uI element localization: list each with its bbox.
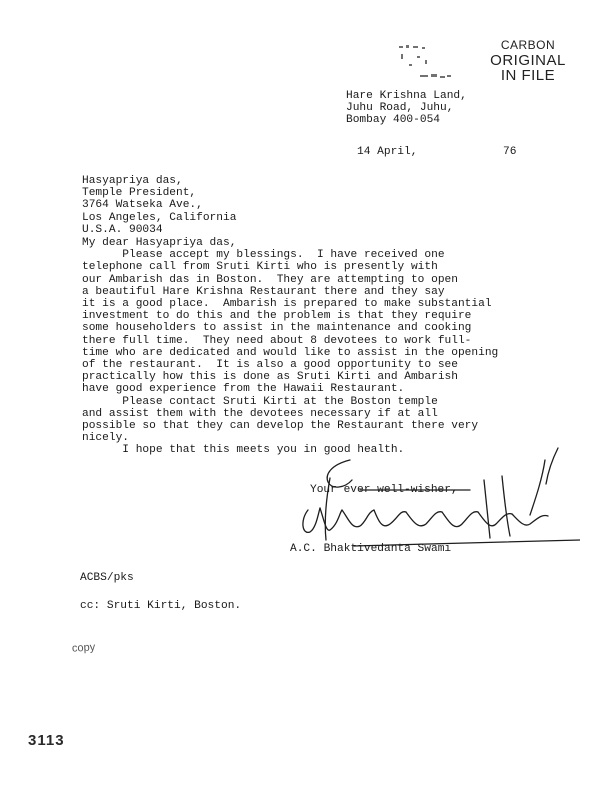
stamp-line-original: ORIGINAL (490, 52, 566, 69)
sender-address: Hare Krishna Land, Juhu Road, Juhu, Bombay 400-054 (346, 90, 467, 127)
letter-date: 14 April, (357, 146, 418, 158)
stamp-line-in-file: IN FILE (500, 67, 556, 84)
typist-initials: ACBS/pks (80, 572, 134, 584)
carbon-original-stamp (478, 38, 578, 83)
letter-year: 76 (503, 146, 517, 158)
handwritten-copy-note: copy (71, 641, 96, 655)
signature-name: A.C. Bhaktivedanta Swami (290, 543, 452, 555)
cc-line: cc: Sruti Kirti, Boston. (80, 600, 242, 612)
letter-body: My dear Hasyapriya das, Please accept my blessings. I have received one telephone call from Sruti Kirti who is presently with our Ambarish das in Boston. They are attempting to open a beautiful Hare Krishna Restaurant there and they say it is a good place. Ambarish is prepared to make substantial investment to do this and the problem is that they require some householders to assist in the maintenance and cooking there full time. They need about 8 devotees to work full- time who are dedicated and would like to assist in the opening of the restaurant. It is also a good opportunity to see practically how this is done as Sruti Kirti and Ambarish have good experience from the Hawaii Restaurant. Please contact Sruti Kirti at the Boston temple and assist them with the devotees necessary if at all possible so that they can develop the Restaurant there very nicely. I hope that this meets you in good health. (82, 237, 499, 457)
recipient-address: Hasyapriya das, Temple President, 3764 Watseka Ave., Los Angeles, California U.S.A. 90034 (82, 175, 237, 236)
smudged-stamp-mark (395, 42, 465, 84)
closing-line: Your ever well-wisher, (310, 484, 458, 496)
handwritten-signature (290, 420, 580, 580)
stamp-line-carbon: CARBON (500, 38, 556, 52)
page-number: 3113 (28, 732, 65, 749)
